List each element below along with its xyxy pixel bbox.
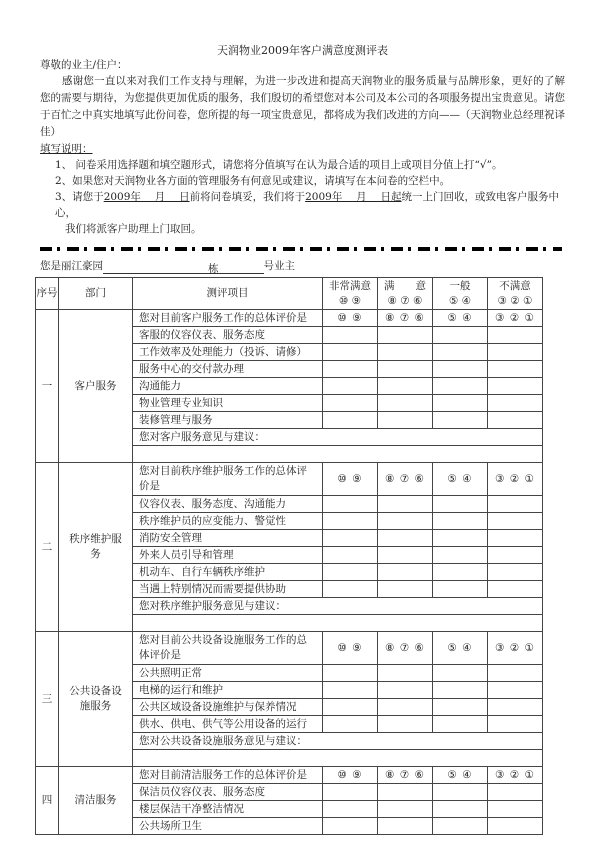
rating-cell-satisfied[interactable]	[378, 564, 433, 581]
rating-cell-average[interactable]	[433, 530, 488, 547]
header-very-satisfied	[323, 278, 378, 310]
note-2: 2、如果您对天润物业各方面的管理服务有何意见或建议，请填写在本问卷的空栏中。	[55, 175, 451, 187]
score-option-average[interactable]: ⑤ ④	[433, 310, 488, 327]
cut-line-divider	[40, 247, 562, 251]
rating-cell-very-satisfied[interactable]	[323, 496, 378, 513]
rating-cell-satisfied[interactable]	[378, 784, 433, 801]
rating-cell-unsatisfied[interactable]	[488, 716, 543, 733]
section-dept: 客户服务	[59, 310, 133, 463]
rating-cell-satisfied[interactable]	[378, 682, 433, 699]
suggestion-input[interactable]	[133, 750, 543, 767]
rating-cell-unsatisfied[interactable]	[488, 547, 543, 564]
rating-cell-average[interactable]	[433, 378, 488, 395]
rating-item: 外来人员引导和管理	[133, 547, 323, 564]
header-dept: 部门	[59, 278, 133, 310]
rating-cell-unsatisfied[interactable]	[488, 530, 543, 547]
rating-cell-average[interactable]	[433, 682, 488, 699]
score-option-unsatisfied[interactable]: ③ ② ①	[488, 767, 543, 784]
header-unsatisfied	[488, 278, 543, 310]
section-overall-row	[36, 310, 543, 327]
rating-cell-unsatisfied[interactable]	[488, 784, 543, 801]
rating-cell-unsatisfied[interactable]	[488, 395, 543, 412]
rating-cell-very-satisfied[interactable]	[323, 412, 378, 429]
owner-prefix: 您是丽江豪园	[40, 260, 103, 272]
rating-cell-average[interactable]	[433, 564, 488, 581]
rating-cell-satisfied[interactable]	[378, 513, 433, 530]
score-option-very-satisfied[interactable]: ⑩ ⑨	[323, 632, 378, 665]
overall-question: 您对目前清洁服务工作的总体评价是	[133, 767, 323, 784]
rating-cell-very-satisfied[interactable]	[323, 395, 378, 412]
suggestion-label: 您对公共设备设施服务意见与建议：	[133, 733, 543, 750]
scores: ⑧ ⑦ ⑥	[387, 294, 423, 307]
rating-item: 公共照明正常	[133, 665, 323, 682]
rating-cell-satisfied[interactable]	[378, 665, 433, 682]
rating-cell-average[interactable]	[433, 344, 488, 361]
score-option-very-satisfied[interactable]: ⑩ ⑨	[323, 767, 378, 784]
rating-cell-very-satisfied[interactable]	[323, 665, 378, 682]
section-seq: 三	[36, 632, 59, 767]
score-option-satisfied[interactable]: ⑧ ⑦ ⑥	[378, 767, 433, 784]
rating-cell-unsatisfied[interactable]	[488, 665, 543, 682]
rating-item: 仪容仪表、服务态度、沟通能力	[133, 496, 323, 513]
rating-cell-unsatisfied[interactable]	[488, 513, 543, 530]
rating-cell-satisfied[interactable]	[378, 378, 433, 395]
section-overall-row	[36, 463, 543, 496]
rating-cell-satisfied[interactable]	[378, 412, 433, 429]
collect-date: 2009年 月 日起	[305, 191, 402, 203]
rating-cell-very-satisfied[interactable]	[323, 361, 378, 378]
rating-item: 公共场所卫生	[133, 818, 323, 835]
rating-item: 电梯的运行和维护	[133, 682, 323, 699]
unit-label: 号业主	[263, 260, 295, 272]
rating-item: 沟通能力	[133, 378, 323, 395]
suggestion-label: 您对秩序维护服务意见与建议：	[133, 598, 543, 615]
rating-cell-satisfied[interactable]	[378, 818, 433, 835]
rating-cell-average[interactable]	[433, 412, 488, 429]
score-option-average[interactable]: ⑤ ④	[433, 463, 488, 496]
score-option-satisfied[interactable]: ⑧ ⑦ ⑥	[378, 632, 433, 665]
scores: ⑤ ④	[448, 294, 472, 307]
label: 不满意	[499, 279, 531, 292]
section-seq: 一	[36, 310, 59, 463]
notes-title: 填写说明：	[40, 143, 93, 155]
rating-cell-unsatisfied[interactable]	[488, 327, 543, 344]
rating-cell-average[interactable]	[433, 665, 488, 682]
header-satisfied	[378, 278, 433, 310]
rating-item: 秩序维护员的应变能力、警觉性	[133, 513, 323, 530]
suggestion-label: 您对客户服务意见与建议：	[133, 429, 543, 446]
rating-cell-average[interactable]	[433, 395, 488, 412]
rating-cell-average[interactable]	[433, 818, 488, 835]
rating-cell-very-satisfied[interactable]	[323, 547, 378, 564]
header-average	[433, 278, 488, 310]
rating-item: 当遇上特别情况而需要提供协助	[133, 581, 323, 598]
section-overall-row	[36, 632, 543, 665]
building-field[interactable]	[103, 262, 208, 274]
rating-cell-average[interactable]	[433, 361, 488, 378]
label: 满 意	[384, 279, 426, 292]
rating-cell-satisfied[interactable]	[378, 699, 433, 716]
note-3-suffix: 统一上门回收，或致电客户服务中心，	[55, 191, 559, 219]
owner-line	[40, 259, 565, 274]
rating-item: 消防安全管理	[133, 530, 323, 547]
survey-table	[35, 277, 543, 835]
rating-cell-average[interactable]	[433, 801, 488, 818]
building-label: 栋	[208, 263, 219, 275]
score-option-average[interactable]: ⑤ ④	[433, 632, 488, 665]
rating-cell-very-satisfied[interactable]	[323, 784, 378, 801]
rating-cell-unsatisfied[interactable]	[488, 344, 543, 361]
rating-item: 物业管理专业知识	[133, 395, 323, 412]
rating-cell-very-satisfied[interactable]	[323, 699, 378, 716]
return-date: 2009年 月 日	[103, 191, 190, 203]
unit-field[interactable]	[219, 262, 264, 274]
scores: ③ ② ①	[497, 294, 533, 307]
suggestion-input[interactable]	[133, 615, 543, 632]
rating-cell-satisfied[interactable]	[378, 801, 433, 818]
rating-cell-satisfied[interactable]	[378, 530, 433, 547]
score-option-unsatisfied[interactable]: ③ ② ①	[488, 632, 543, 665]
section-dept: 公共设备设施服务	[59, 632, 133, 767]
rating-item: 工作效率及处理能力（投诉、请修）	[133, 344, 323, 361]
rating-cell-very-satisfied[interactable]	[323, 530, 378, 547]
rating-cell-very-satisfied[interactable]	[323, 513, 378, 530]
rating-cell-satisfied[interactable]	[378, 327, 433, 344]
header-row	[36, 278, 543, 310]
rating-item: 机动车、自行车辆秩序维护	[133, 564, 323, 581]
label: 非常满意	[329, 279, 371, 292]
rating-cell-unsatisfied[interactable]	[488, 361, 543, 378]
rating-cell-very-satisfied[interactable]	[323, 801, 378, 818]
document-title: 天润物业2009年客户满意度测评表	[217, 44, 388, 57]
rating-item: 服务中心的交付款办理	[133, 361, 323, 378]
overall-question: 您对目前公共设备设施服务工作的总体评价是	[133, 632, 323, 665]
rating-cell-average[interactable]	[433, 581, 488, 598]
rating-cell-very-satisfied[interactable]	[323, 344, 378, 361]
rating-cell-average[interactable]	[433, 716, 488, 733]
rating-cell-very-satisfied[interactable]	[323, 564, 378, 581]
score-option-unsatisfied[interactable]: ③ ② ①	[488, 310, 543, 327]
rating-cell-average[interactable]	[433, 699, 488, 716]
note-3-line2: 我们将派客户助理上门取回。	[65, 223, 202, 235]
rating-cell-unsatisfied[interactable]	[488, 682, 543, 699]
header-item: 测评项目	[133, 278, 323, 310]
rating-cell-very-satisfied[interactable]	[323, 682, 378, 699]
suggestion-input[interactable]	[133, 446, 543, 463]
overall-question: 您对目前秩序维护服务工作的总体评价是	[133, 463, 323, 496]
rating-cell-average[interactable]	[433, 496, 488, 513]
rating-cell-satisfied[interactable]	[378, 361, 433, 378]
rating-item: 公共区域设备设施维护与保养情况	[133, 699, 323, 716]
rating-item: 供水、供电、供气等公用设备的运行	[133, 716, 323, 733]
rating-item: 楼层保洁干净整洁情况	[133, 801, 323, 818]
rating-cell-satisfied[interactable]	[378, 547, 433, 564]
rating-cell-unsatisfied[interactable]	[488, 564, 543, 581]
rating-cell-very-satisfied[interactable]	[323, 581, 378, 598]
rating-cell-satisfied[interactable]	[378, 581, 433, 598]
rating-cell-very-satisfied[interactable]	[323, 716, 378, 733]
score-option-very-satisfied[interactable]: ⑩ ⑨	[323, 463, 378, 496]
rating-cell-very-satisfied[interactable]	[323, 818, 378, 835]
scores: ⑩ ⑨	[338, 294, 362, 307]
rating-cell-unsatisfied[interactable]	[488, 378, 543, 395]
section-dept: 秩序维护服务	[59, 463, 133, 632]
rating-cell-satisfied[interactable]	[378, 496, 433, 513]
overall-question: 您对目前客户服务工作的总体评价是	[133, 310, 323, 327]
section-seq: 二	[36, 463, 59, 632]
rating-cell-satisfied[interactable]	[378, 716, 433, 733]
rating-cell-average[interactable]	[433, 513, 488, 530]
rating-cell-unsatisfied[interactable]	[488, 801, 543, 818]
score-option-satisfied[interactable]: ⑧ ⑦ ⑥	[378, 463, 433, 496]
note-1: 1、 问卷采用选择题和填空题形式，请您将分值填写在认为最合适的项目上或项目分值上打“√”。	[55, 159, 503, 171]
rating-cell-average[interactable]	[433, 327, 488, 344]
rating-cell-unsatisfied[interactable]	[488, 412, 543, 429]
score-option-very-satisfied[interactable]: ⑩ ⑨	[323, 310, 378, 327]
label: 一般	[449, 279, 471, 292]
rating-cell-very-satisfied[interactable]	[323, 327, 378, 344]
score-option-unsatisfied[interactable]: ③ ② ①	[488, 463, 543, 496]
rating-item: 客服的仪容仪表、服务态度	[133, 327, 323, 344]
rating-cell-unsatisfied[interactable]	[488, 818, 543, 835]
header-seq: 序号	[36, 278, 59, 310]
score-option-average[interactable]: ⑤ ④	[433, 767, 488, 784]
rating-cell-average[interactable]	[433, 784, 488, 801]
rating-cell-unsatisfied[interactable]	[488, 496, 543, 513]
greeting: 尊敬的业主/住户：	[40, 59, 128, 71]
rating-cell-unsatisfied[interactable]	[488, 699, 543, 716]
rating-item: 保洁员仪容仪表、服务态度	[133, 784, 323, 801]
rating-cell-very-satisfied[interactable]	[323, 378, 378, 395]
note-3-mid: 前将问卷填妥，我们将于	[189, 191, 306, 203]
rating-item: 装修管理与服务	[133, 412, 323, 429]
score-option-satisfied[interactable]: ⑧ ⑦ ⑥	[378, 310, 433, 327]
section-dept: 清洁服务	[59, 767, 133, 835]
rating-cell-satisfied[interactable]	[378, 344, 433, 361]
rating-cell-average[interactable]	[433, 547, 488, 564]
note-3	[40, 189, 565, 221]
rating-cell-unsatisfied[interactable]	[488, 581, 543, 598]
rating-cell-satisfied[interactable]	[378, 395, 433, 412]
section-seq: 四	[36, 767, 59, 835]
intro-paragraph: 感谢您一直以来对我们工作支持与理解，为进一步改进和提高天润物业的服务质量与品牌形象，更好的了解您的需要与期待，为您提供更加优质的服务，我们殷切的希望您对本公司及本公司的各项服务提出宝贵意见。请您于百忙之中真实地填写此份问卷，您所提的每一项宝贵意见，都将成为我们改进的方向——（天润物业总经理祝译佳）	[40, 75, 565, 138]
note-3-prefix: 3、请您于	[55, 191, 104, 203]
section-overall-row	[36, 767, 543, 784]
